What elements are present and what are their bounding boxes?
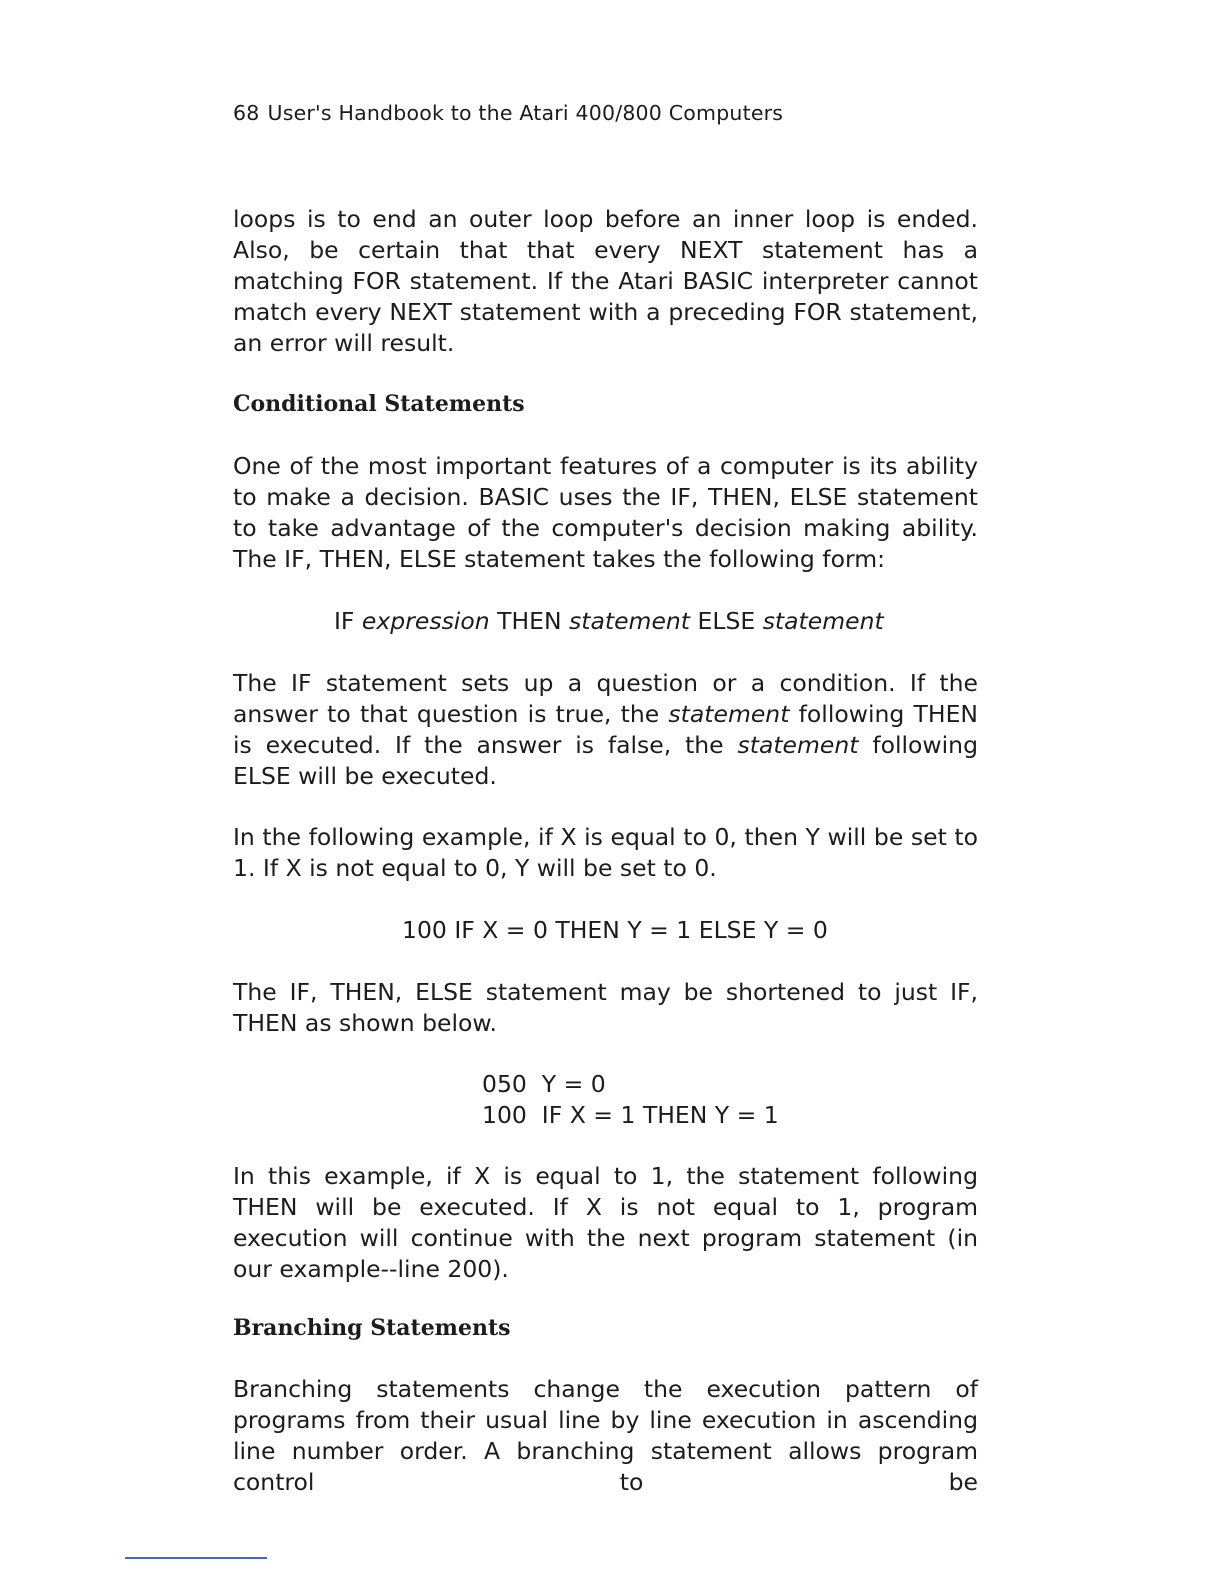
paragraph-example-explanation: In this example, if X is equal to 1, the statement following THEN will be executed. If X is not equal to 1, program execution will continue with the next program statement (in our example--line 200).: [233, 1162, 978, 1283]
paragraph-loops: loops is to end an outer loop before an inner loop is ended. Also, be certain that that every NEXT statement has a matching FOR statement. If the Atari BASIC interpreter cannot match every NEXT statement with a preceding FOR statement, an error will result.: [233, 205, 978, 357]
code-example-1: 100 IF X = 0 THEN Y = 1 ELSE Y = 0: [402, 916, 828, 944]
code-example-2-line-1: 050 Y = 0: [482, 1070, 606, 1098]
paragraph-example-intro: In the following example, if X is equal to 0, then Y will be set to 1. If X is not equal to 0, Y will be set to 0.: [233, 823, 978, 882]
syntax-form: [334, 606, 884, 637]
if-explanation-statement-1: statement: [668, 700, 790, 728]
heading-branching-statements: Branching Statements: [233, 1315, 511, 1341]
syntax-statement-1: statement: [569, 607, 691, 635]
page-number: 68: [233, 101, 260, 125]
syntax-if: IF: [334, 607, 362, 635]
syntax-then: THEN: [489, 607, 570, 635]
paragraph-if-explanation: [233, 668, 978, 792]
if-explanation-part-3: following ELSE will be executed.: [233, 731, 978, 790]
footer-rule: [125, 1557, 267, 1559]
code-example-2-line-2: 100 IF X = 1 THEN Y = 1: [482, 1101, 779, 1129]
paragraph-conditional-intro: One of the most important features of a computer is its ability to make a decision. BASIC uses the IF, THEN, ELSE statement to take advantage of the computer's decision making ability. The IF, THEN, ELSE statement takes the following form:: [233, 452, 978, 573]
running-header: [233, 101, 783, 125]
paragraph-shortened: The IF, THEN, ELSE statement may be shortened to just IF, THEN as shown below.: [233, 978, 978, 1037]
paragraph-branching-intro: Branching statements change the execution pattern of programs from their usual line by line execution in ascending line number order. A branching statement allows program control to be: [233, 1375, 978, 1496]
heading-conditional-statements: Conditional Statements: [233, 391, 525, 417]
syntax-else: ELSE: [690, 607, 763, 635]
syntax-statement-2: statement: [762, 607, 884, 635]
if-explanation-statement-2: statement: [737, 731, 859, 759]
syntax-expression: expression: [361, 607, 490, 635]
if-explanation-part-1: The IF statement sets up a question or a condition. If the answer to that question is true, the: [233, 669, 978, 728]
if-explanation-part-2: following THEN is executed. If the answer is false, the: [233, 700, 978, 759]
running-title: User's Handbook to the Atari 400/800 Computers: [267, 101, 784, 125]
